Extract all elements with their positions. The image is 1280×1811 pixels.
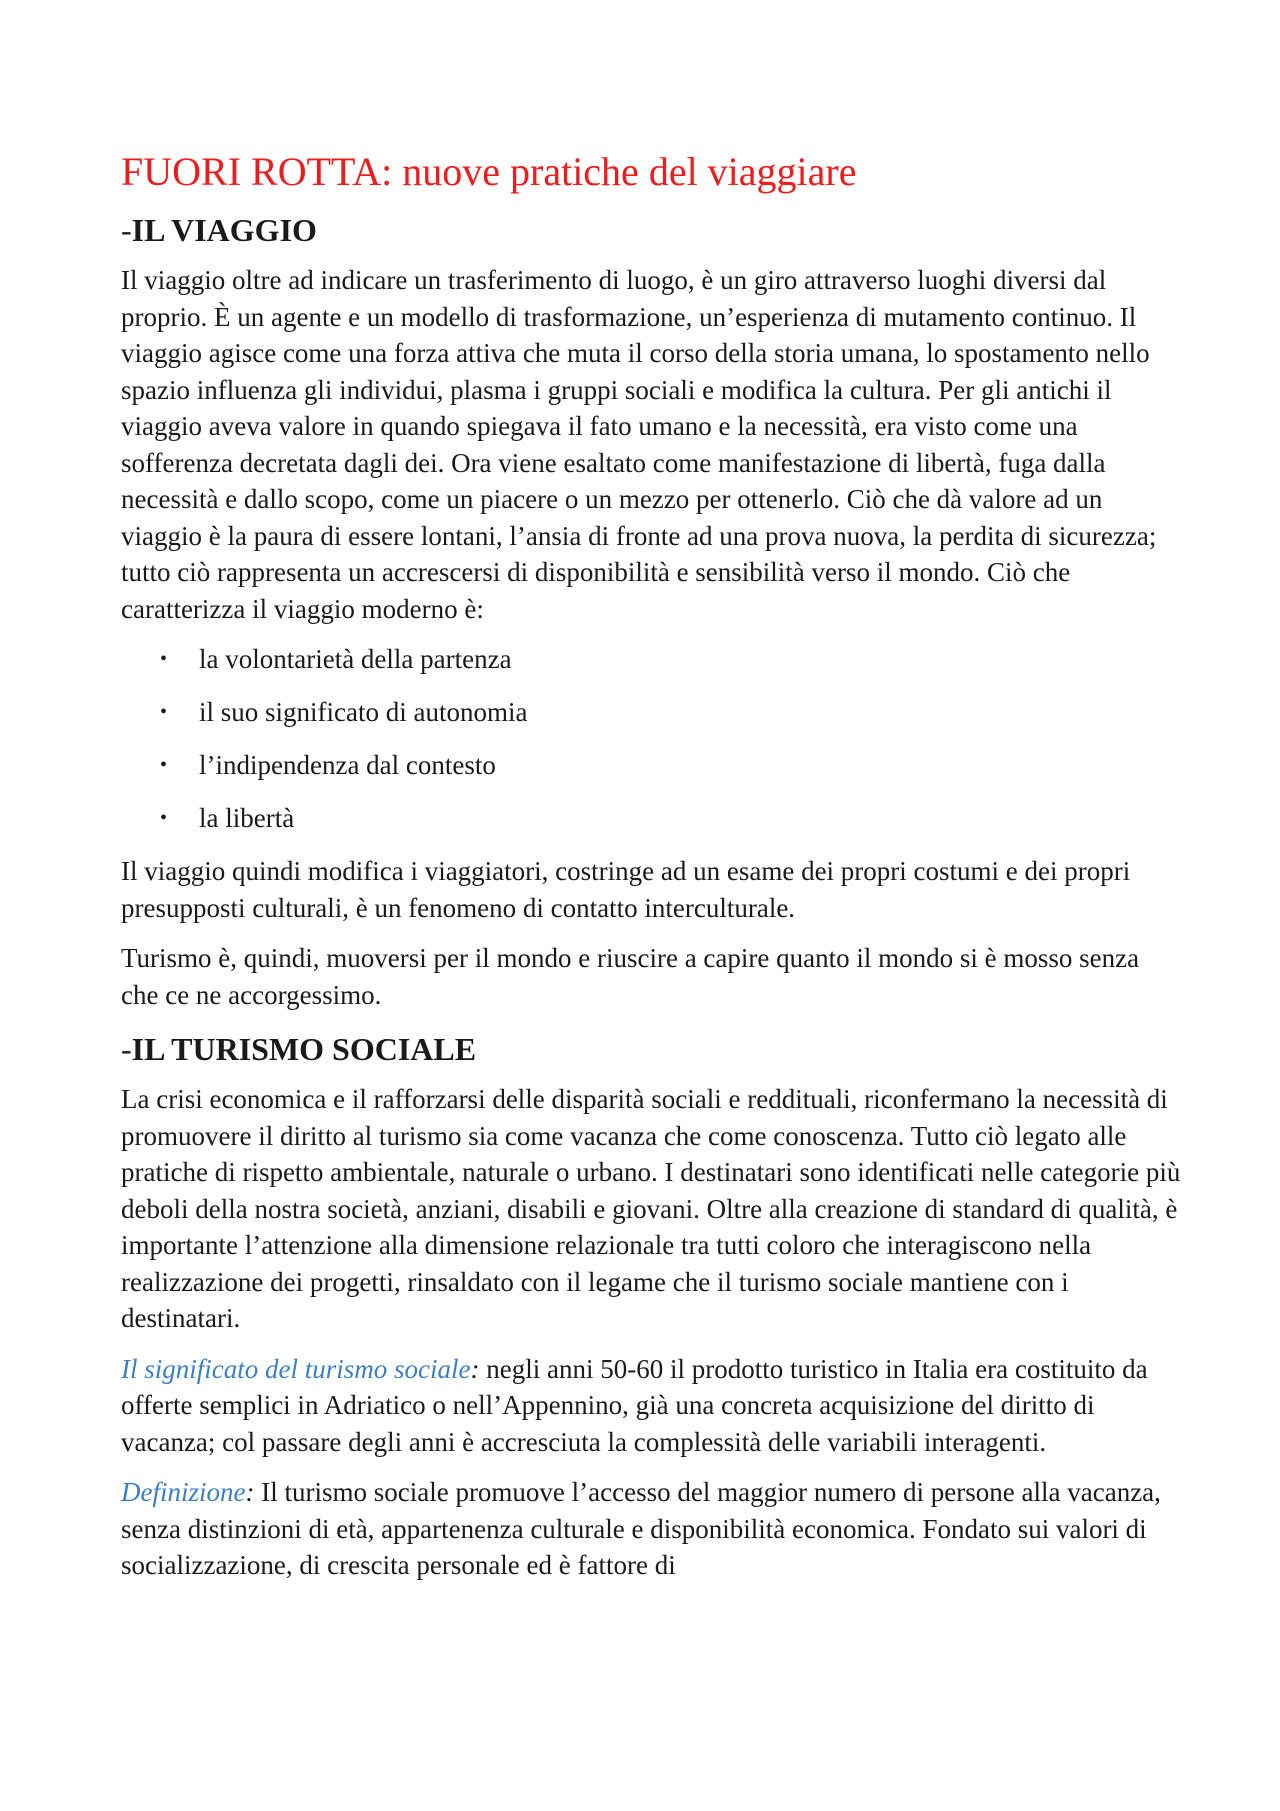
definizione-label: Definizione [121,1477,246,1507]
bullet-icon: • [160,807,168,829]
document-content [121,148,1181,1598]
significato-text: negli anni 50-60 il prodotto turistico in Italia era costituito da offerte semplici in Adriatico o nell’Appennino, già una concreta acquisizione del diritto di vacanza; col passare degli anni è accresciuta la complessità delle variabili interagenti. [121,1353,1148,1457]
list-item: • la libertà [121,800,1181,836]
section-heading-viaggio-text: IL VIAGGIO [131,212,317,248]
document-title: FUORI ROTTA: nuove pratiche del viaggiare [121,149,857,194]
bullet-icon: • [160,701,168,723]
list-item: • la volontarietà della partenza [121,641,1181,677]
bullet-icon: • [160,648,168,670]
definizione-text: Il turismo sociale promuove l’accesso del maggior numero di persone alla vacanza, senza distinzioni di età, appartenenza culturale e disponibilità economica. Fondato sui valori di socializzazione, di crescita personale ed è fattore di [121,1477,1161,1580]
significato-label: Il significato del turismo sociale [121,1353,471,1384]
bullet-list [121,641,1181,836]
list-item: • il suo significato di autonomia [121,694,1181,730]
paragraph-viaggio-modifica: Il viaggio quindi modifica i viaggiatori, costringe ad un esame dei propri costumi e dei propri presupposti culturali, è un fenomeno di contatto interculturale. [121,856,1131,923]
section-heading-viaggio: -IL VIAGGIO [121,212,317,248]
paragraph-turismo: Turismo è, quindi, muoversi per il mondo e riuscire a capire quanto il mondo si è mosso senza che ce ne accorgessimo. [121,943,1140,1010]
paragraph-significato: Il significato del turismo sociale: negli anni 50-60 il prodotto turistico in Italia era costituito da offerte semplici in Adriatico o nell’Appennino, già una concreta acquisizione del diritto di vacanza; col passare degli anni è accresciuta la complessità delle variabili interagenti. [121,1353,1148,1457]
bullet-icon: • [160,754,168,776]
section-heading-turismo-sociale-text: IL TURISMO SOCIALE [131,1031,477,1067]
paragraph-viaggio-intro: Il viaggio oltre ad indicare un trasferimento di luogo, è un giro attraverso luoghi diversi dal proprio. È un agente e un modello di trasformazione, un’esperienza di mutamento continuo. Il viaggio agisce come una forza attiva che muta il corso della storia umana, lo spostamento nello spazio influenza gli individui, plasma i gruppi sociali e modifica la cultura. Per gli antichi il viaggio aveva valore in quando spiegava il fato umano e la necessità, era visto come una sofferenza decretata dagli dei. Ora viene esaltato come manifestazione di libertà, fuga dalla necessità e dallo scopo, come un piacere o un mezzo per ottenerlo. Ciò che dà valore ad un viaggio è la paura di essere lontani, l’ansia di fronte ad una prova nuova, la perdita di sicurezza; tutto ciò rappresenta un accrescersi di disponibilità e sensibilità verso il mondo. Ciò che caratterizza il viaggio moderno è: [121,265,1157,624]
section-heading-turismo-sociale: -IL TURISMO SOCIALE [121,1031,477,1067]
paragraph-definizione: Definizione: Il turismo sociale promuove l’accesso del maggior numero di persone alla vacanza, senza distinzioni di età, appartenenza culturale e disponibilità economica. Fondato sui valori di socializzazione, di crescita personale ed è fattore di [121,1477,1161,1580]
paragraph-crisi: La crisi economica e il rafforzarsi delle disparità sociali e reddituali, riconfermano la necessità di promuovere il diritto al turismo sia come vacanza che come conoscenza. Tutto ciò legato alle pratiche di rispetto ambientale, naturale o urbano. I destinatari sono identificati nelle categorie più deboli della nostra società, anziani, disabili e giovani. Oltre alla creazione di standard di qualità, è importante l’attenzione alla dimensione relazionale tra tutti coloro che interagiscono nella realizzazione dei progetti, rinsaldato con il legame che il turismo sociale mantiene con i destinatari. [121,1084,1181,1333]
list-item: • l’indipendenza dal contesto [121,747,1181,783]
